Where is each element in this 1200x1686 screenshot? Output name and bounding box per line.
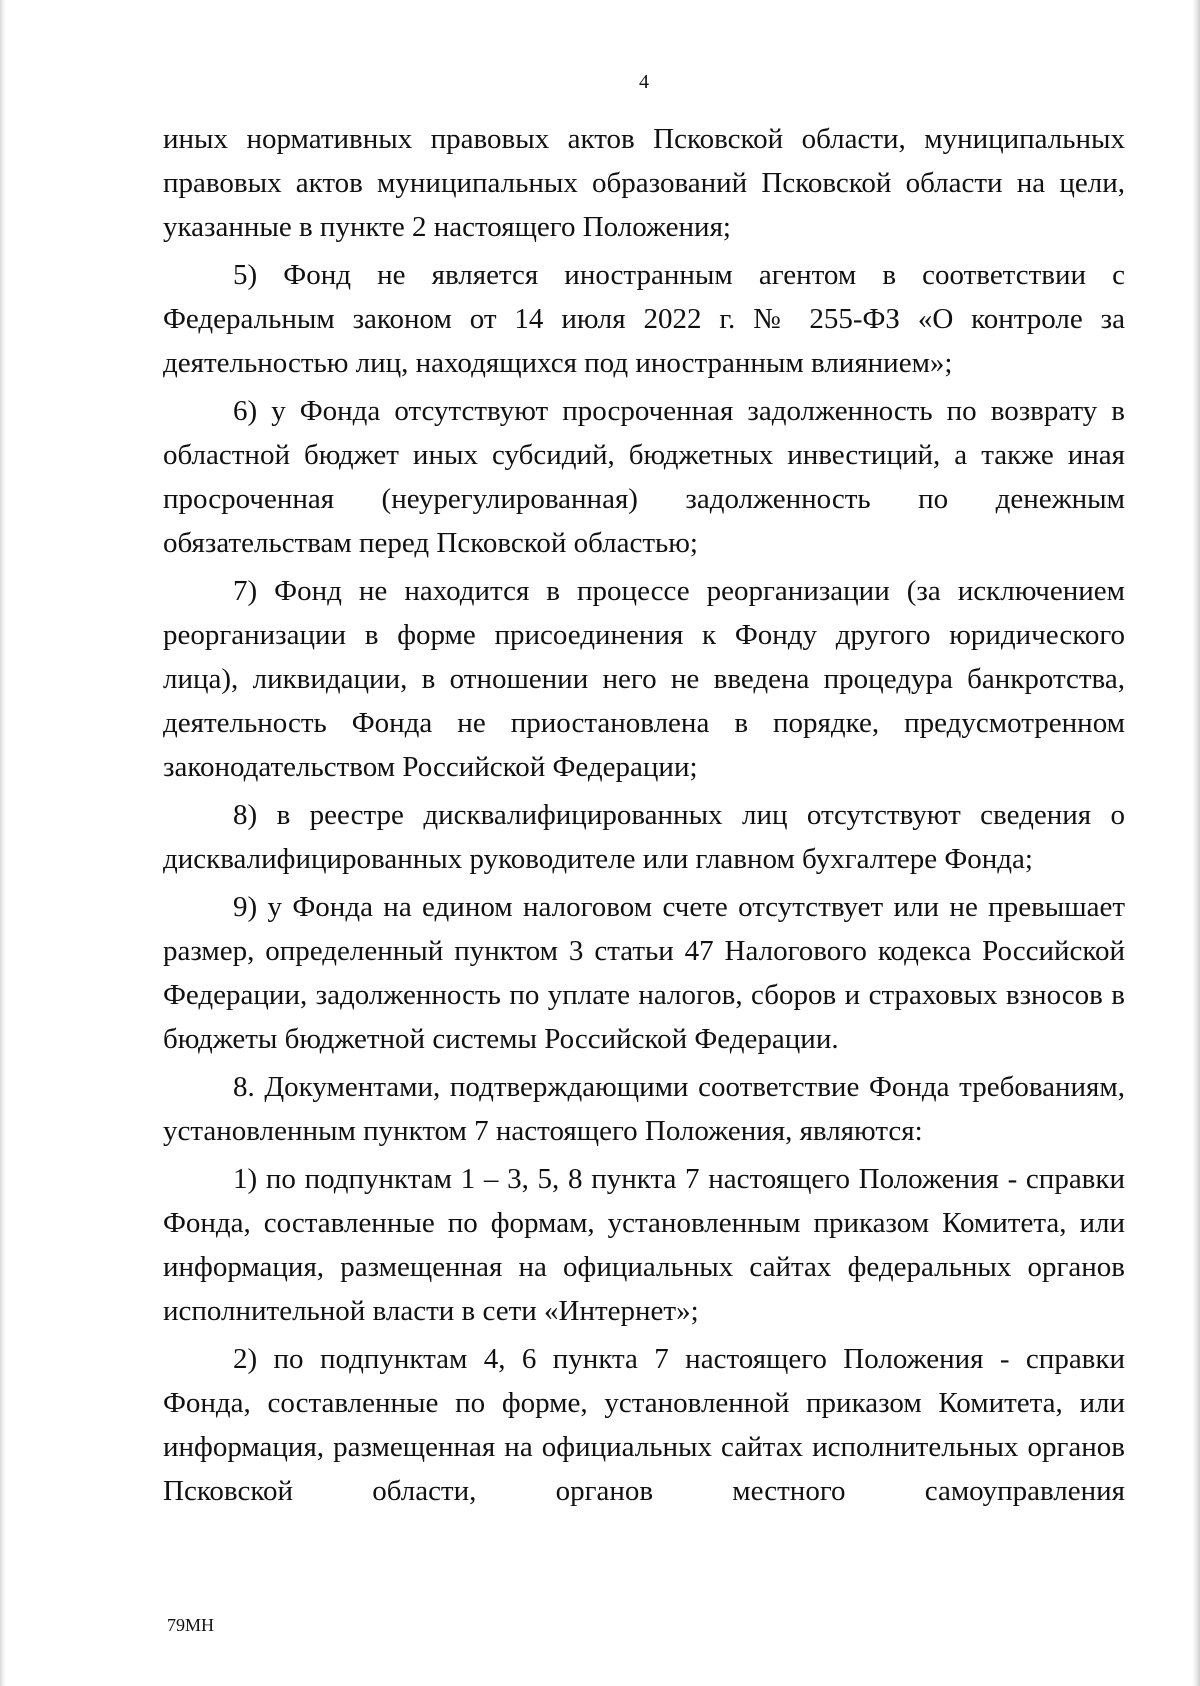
paragraph-subitem-2: 2) по подпунктам 4, 6 пункта 7 настоящего Положения - справки Фонда, составленные по форме, установленной приказом Комитета, или информация, размещенная на официальных сайтах исполнительных органов Псковской области, органов местного самоуправления bbox=[163, 1343, 1125, 1507]
scan-edge-right bbox=[1192, 0, 1200, 1686]
paragraph-section-8: 8. Документами, подтверждающими соответствие Фонда требованиям, установленным пунктом 7 настоящего Положения, являются: bbox=[163, 1071, 1125, 1147]
paragraph-item-9: 9) у Фонда на едином налоговом счете отсутствует или не превышает размер, определенный пунктом 3 статьи 47 Налогового кодекса Российской Федерации, задолженность по уплате налогов, сборов и страховых взносов в бюджеты бюджетной системы Российской Федерации. bbox=[163, 891, 1125, 1055]
paragraph-item-7: 7) Фонд не находится в процессе реорганизации (за исключением реорганизации в форме присоединения к Фонду другого юридического лица), ликвидации, в отношении него не введена процедура банкротства, деятельность Фонда не приостановлена в порядке, предусмотренном законодательством Российской Федерации; bbox=[163, 575, 1125, 783]
footer-document-code: 79МН bbox=[167, 1615, 215, 1635]
scan-edge-left bbox=[0, 0, 6, 1686]
paragraph-continuation: иных нормативных правовых актов Псковской области, муниципальных правовых актов муниципальных образований Псковской области на цели, указанные в пункте 2 настоящего Положения; bbox=[163, 123, 1125, 243]
document-page bbox=[163, 70, 1125, 1517]
page-number: 4 bbox=[639, 71, 649, 93]
paragraph-item-6: 6) у Фонда отсутствуют просроченная задолженность по возврату в областной бюджет иных субсидий, бюджетных инвестиций, а также иная просроченная (неурегулированная) задолженность по денежным обязательствам перед Псковской областью; bbox=[163, 395, 1125, 559]
paragraph-item-8: 8) в реестре дисквалифицированных лиц отсутствуют сведения о дисквалифицированных руководителе или главном бухгалтере Фонда; bbox=[163, 799, 1125, 875]
paragraph-subitem-1: 1) по подпунктам 1 – 3, 5, 8 пункта 7 настоящего Положения - справки Фонда, составленные по формам, установленным приказом Комитета, или информация, размещенная на официальных сайтах федеральных органов исполнительной власти в сети «Интернет»; bbox=[163, 1163, 1125, 1327]
paragraph-item-5: 5) Фонд не является иностранным агентом в соответствии с Федеральным законом от 14 июля 2022 г. № 255-ФЗ «О контроле за деятельностью лиц, находящихся под иностранным влиянием»; bbox=[163, 259, 1125, 379]
